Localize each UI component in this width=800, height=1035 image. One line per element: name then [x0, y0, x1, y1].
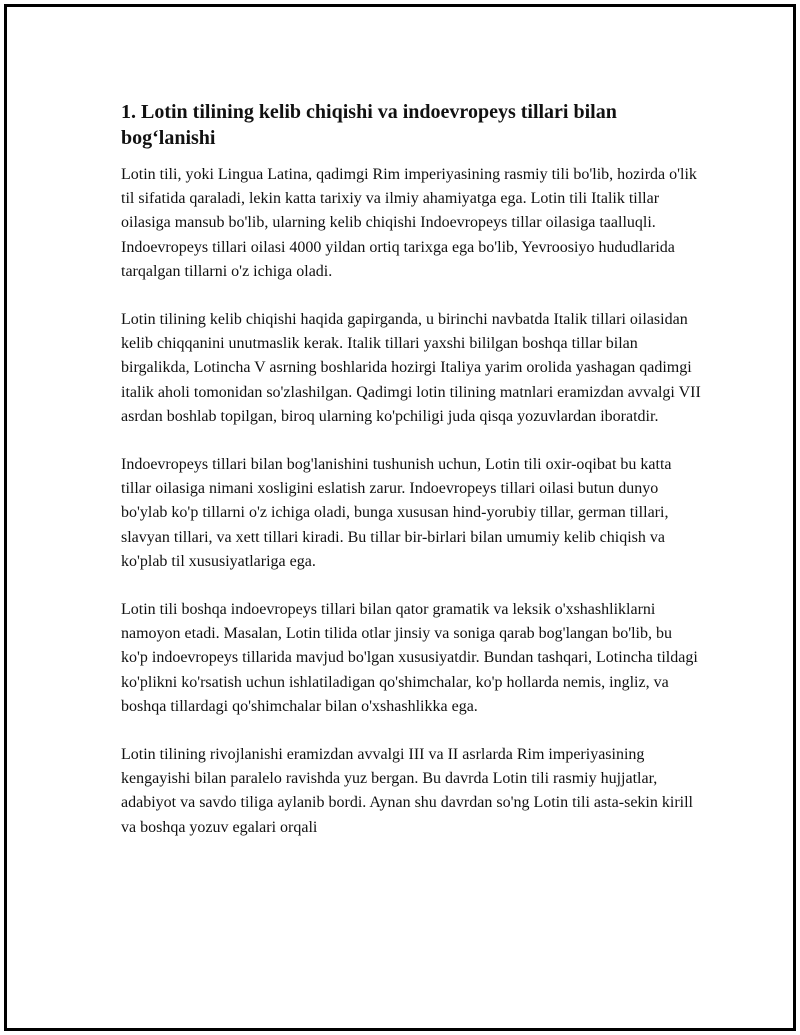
paragraph-3: Indoevropeys tillari bilan bog'lanishini tushunish uchun, Lotin tili oxir-oqibat bu katta tillar oilasiga nimani xosligini eslatish zarur. Indoevropeys tillari oilasi butun dunyo bo'ylab ko'p tillarni o'z ichiga oladi, bunga xususan hind-yorubiy tillar, german tillari, slavyan tillari, va xett tillari kiradi. Bu tillar bir-birlari bilan umumiy kelib chiqish va ko'plab til xususiyatlariga ega.	[121, 456, 672, 570]
paragraph-5: Lotin tilining rivojlanishi eramizdan avvalgi III va II asrlarda Rim imperiyasining kengayishi bilan paralelo ravishda yuz bergan. Bu davrda Lotin tili rasmiy hujjatlar, adabiyot va savdo tiliga aylanib bordi. Aynan shu davrdan so'ng Lotin tili asta-sekin kirill va boshqa yozuv egalari orqali	[121, 746, 693, 836]
page-frame	[4, 4, 796, 1031]
paragraph-1: Lotin tili, yoki Lingua Latina, qadimgi Rim imperiyasining rasmiy tili bo'lib, hozirda o'lik til sifatida qaraladi, lekin katta tarixiy va ilmiy ahamiyatga ega. Lotin tili Italik tillar oilasiga mansub bo'lib, ularning kelib chiqishi Indoevropeys tillar oilasiga taalluqli. Indoevropeys tillari oilasi 4000 yildan ortiq tarixga ega bo'lib, Yevroosiyo hududlarida tarqalgan tillarni o'z ichiga oladi.	[121, 166, 697, 280]
document-body	[121, 99, 701, 864]
paragraph-2: Lotin tilining kelib chiqishi haqida gapirganda, u birinchi navbatda Italik tillari oilasidan kelib chiqqanini unutmaslik kerak. Italik tillari yaxshi bililgan boshqa tillar bilan birgalikda, Lotincha V asrning boshlarida hozirgi Italiya yarim orolida yashagan qadimgi italik aholi tomonidan so'zlashilgan. Qadimgi lotin tilining matnlari eramizdan avvalgi VII asrdan boshlab topilgan, biroq ularning ko'pchiligi juda qisqa yozuvlardan iboratdir.	[121, 311, 701, 425]
section-heading: 1. Lotin tilining kelib chiqishi va indoevropeys tillari bilan bog‘lanishi	[121, 101, 617, 149]
paragraph-4: Lotin tili boshqa indoevropeys tillari bilan qator gramatik va leksik o'xshashliklarni namoyon etadi. Masalan, Lotin tilida otlar jinsiy va soniga qarab bog'langan bo'lib, bu ko'p indoevropeys tillarida mavjud bo'lgan xususiyatdir. Bundan tashqari, Lotincha tildagi ko'plikni ko'rsatish uchun ishlatiladigan qo'shimchalar, ko'p hollarda nemis, ingliz, va boshqa tillardagi qo'shimchalar bilan o'xshashlikka ega.	[121, 601, 698, 715]
